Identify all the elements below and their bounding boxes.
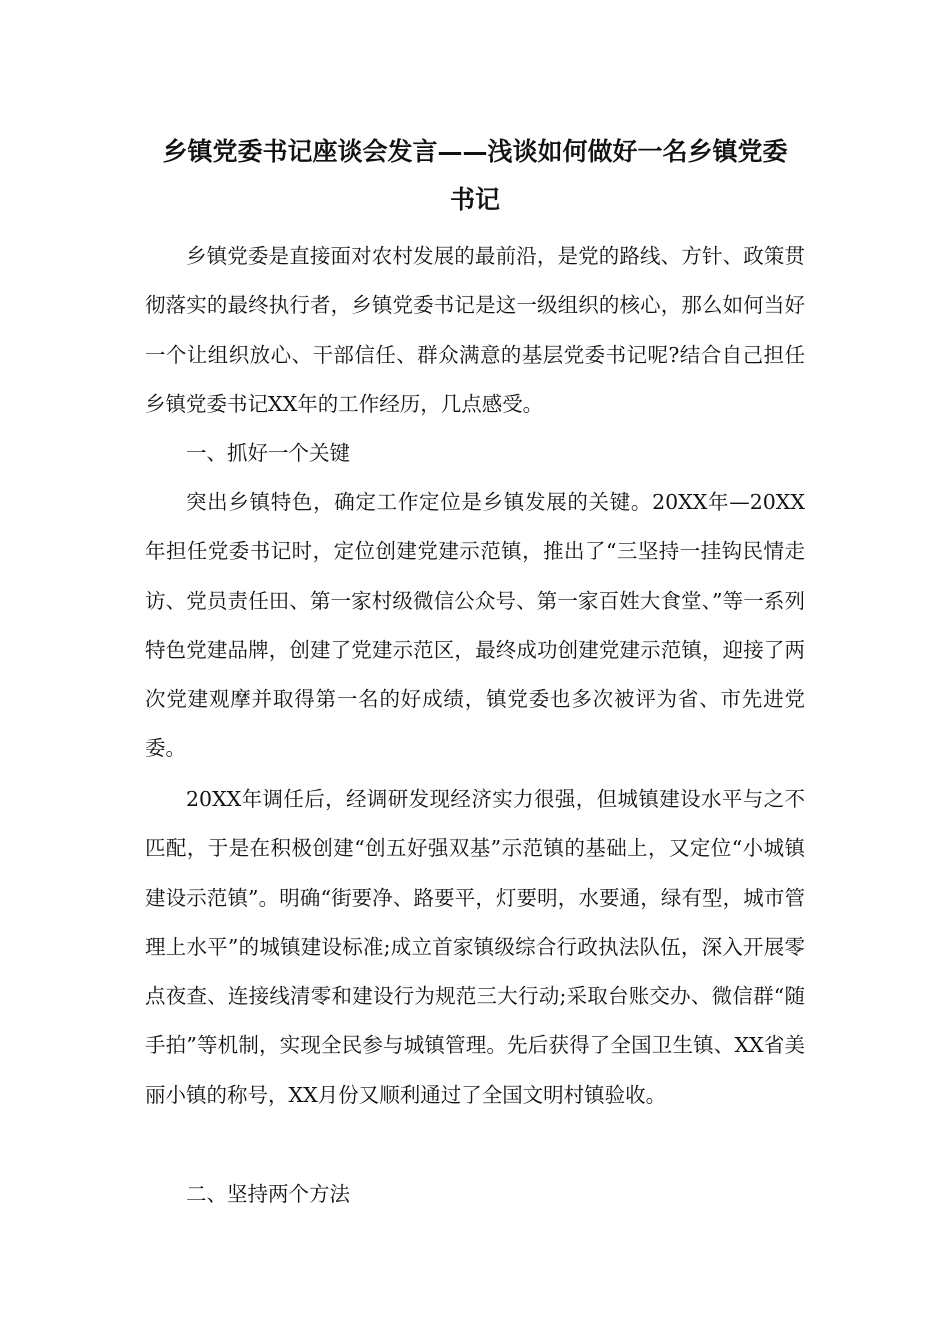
paragraph-key-1: 突出乡镇特色，确定工作定位是乡镇发展的关键。20XX年—20XX年担任党委书记时，定位创建党建示范镇，推出了“三坚持一挂钩民情走访、党员责任田、第一家村级微信公众号、第一家百姓大食堂、”等一系列特色党建品牌，创建了党建示范区，最终成功创建党建示范镇，迎接了两次党建观摩并取得第一名的好成绩，镇党委也多次被评为省、市先进党委。 [145,490,805,761]
section-heading-2: 二、坚持两个方法 [186,1182,350,1206]
paragraph-intro: 乡镇党委是直接面对农村发展的最前沿，是党的路线、方针、政策贯彻落实的最终执行者，乡镇党委书记是这一级组织的核心，那么如何当好一个让组织放心、干部信任、群众满意的基层党委书记呢?结合自己担任乡镇党委书记XX年的工作经历，几点感受。 [145,244,805,416]
paragraph-key-2: 20XX年调任后，经调研发现经济实力很强，但城镇建设水平与之不匹配，于是在积极创建“创五好强双基”示范镇的基础上，又定位“小城镇建设示范镇”。明确“街要净、路要平，灯要明，水要通，绿有型，城市管理上水平”的城镇建设标准;成立首家镇级综合行政执法队伍，深入开展零点夜查、连接线清零和建设行为规范三大行动;采取台账交办、微信群“随手拍”等机制，实现全民参与城镇管理。先后获得了全国卫生镇、XX省美丽小镇的称号，XX月份又顺利通过了全国文明村镇验收。 [145,787,805,1107]
section-heading-1: 一、抓好一个关键 [186,441,350,465]
title-line-1: 乡镇党委书记座谈会发言——浅谈如何做好一名乡镇党委 [162,137,788,166]
document-title [145,128,805,224]
title-line-2: 书记 [449,185,500,214]
